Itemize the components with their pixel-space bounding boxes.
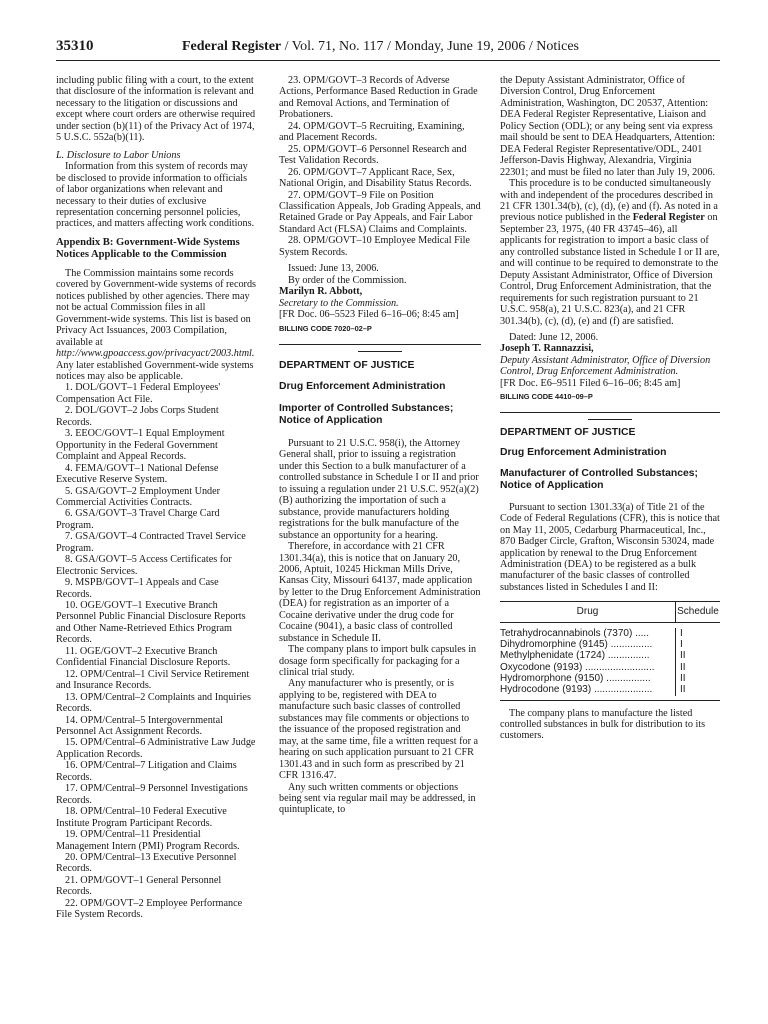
drug-cell: Hydromorphone (9150) ................ xyxy=(500,672,651,684)
section-divider xyxy=(500,412,720,413)
agency-heading: Drug Enforcement Administration xyxy=(500,447,667,459)
list-item: 27. OPM/GOVT–9 File on Position Classification Appeals, Job Grading Appeals, and Retained Grade or Pay Appeals, and Fair Labor Standard Act (FLSA) Claims and Complaints. xyxy=(279,189,481,235)
schedule-cell: II xyxy=(676,662,721,673)
list-item: 22. OPM/GOVT–2 Employee Performance File System Records. xyxy=(56,897,243,921)
list-item: 23. OPM/GOVT–3 Records of Adverse Actions, Performance Based Reduction in Grade and Removal Actions, and Termination of Probationers. xyxy=(279,75,478,121)
table-row xyxy=(500,684,720,695)
paragraph: Therefore, in accordance with 21 CFR 1301.34(a), this is notice that on January 20, 2006, Aptuit, 10245 Hickman Mills Drive, Kansas City, Missouri 64137, made application by letter to the Drug Enforcement Administration (DEA) for registration as an importer of a Cocaine derivative under the drug code for Cocaine (9041), a basic class of controlled substance in Schedule II. xyxy=(279,541,481,644)
page-header xyxy=(56,38,720,61)
list-item: 7. GSA/GOVT–4 Contracted Travel Service Program. xyxy=(56,531,246,554)
signer-name: Marilyn R. Abbott, xyxy=(279,286,363,298)
issue-details: / Vol. 71, No. 117 / Monday, June 19, 2006 / Notices xyxy=(281,39,580,54)
table-header-row xyxy=(500,602,720,622)
section-heading: L. Disclosure to Labor Unions xyxy=(56,149,181,161)
column-1 xyxy=(56,75,256,921)
paragraph: The company plans to import bulk capsules in dosage form specifically for packaging for a clinical trial study. xyxy=(279,644,477,679)
paragraph: Any such written comments or objections being sent via regular mail may be addressed, in quintuplicate, to xyxy=(279,781,476,816)
list-item: 24. OPM/GOVT–5 Recruiting, Examining, and Placement Records. xyxy=(279,120,465,144)
schedule-cell: II xyxy=(676,650,721,661)
table-row xyxy=(500,662,720,673)
column-2 xyxy=(279,75,481,816)
list-item: 26. OPM/GOVT–7 Applicant Race, Sex, National Origin, and Disability Status Records. xyxy=(279,166,472,190)
drug-column-header: Drug xyxy=(500,602,676,622)
appendix-heading: Appendix B: Government-Wide Systems Notices Applicable to the Commission xyxy=(56,236,240,261)
list-item: 1. DOL/GOVT–1 Federal Employees' Compensation Act File. xyxy=(56,382,221,405)
list-item: 3. EEOC/GOVT–1 Equal Employment Opportunity in the Federal Government Complaint and Appeal Records. xyxy=(56,428,225,463)
schedule-cell: II xyxy=(676,684,721,695)
publication-name: Federal Register xyxy=(182,39,282,54)
list-item: 18. OPM/Central–10 Federal Executive Institute Program Participant Records. xyxy=(56,806,227,829)
table-row xyxy=(500,639,720,650)
signer-title: Deputy Assistant Administrator, Office of Diversion Control, Drug Enforcement Administration. xyxy=(500,354,711,378)
list-item: 6. GSA/GOVT–3 Travel Charge Card Program. xyxy=(56,508,220,531)
list-item: 11. OGE/GOVT–2 Executive Branch Confidential Financial Disclosure Reports. xyxy=(56,645,231,669)
column-3 xyxy=(500,75,720,742)
page-number: 35310 xyxy=(56,38,94,54)
short-divider xyxy=(358,351,402,352)
signer-title: Secretary to the Commission. xyxy=(279,297,399,309)
department-heading: DEPARTMENT OF JUSTICE xyxy=(279,359,415,371)
notice-title: Manufacturer of Controlled Substances; Notice of Application xyxy=(500,467,699,492)
list-item: 21. OPM/GOVT–1 General Personnel Records. xyxy=(56,874,222,898)
paragraph: Pursuant to section 1301.33(a) of Title 21 of the Code of Federal Regulations (CFR), this is notice that on May 11, 2005, Cedarburg Pharmaceutical, Inc., 870 Badger Circle, Grafton, Wisconsin 53024, made application by renewal to the Drug Enforcement Administration (DEA) to be registered as a bulk manufacturer of the basic classes of controlled substances listed in Schedules I and II: xyxy=(500,501,720,593)
notice-title: Importer of Controlled Substances; Notice of Application xyxy=(279,402,454,427)
list-item: 19. OPM/Central–11 Presidential Management Intern (PMI) Program Records. xyxy=(56,829,240,852)
fr-doc-line: [FR Doc. E6–9511 Filed 6–16–06; 8:45 am] xyxy=(500,377,681,389)
list-item: 8. GSA/GOVT–5 Access Certificates for Electronic Services. xyxy=(56,554,232,577)
drug-cell: Dihydromorphine (9145) ............... xyxy=(500,639,653,651)
drug-cell: Tetrahydrocannabinols (7370) ..... xyxy=(500,627,649,639)
schedule-cell: I xyxy=(676,628,721,639)
by-order: By order of the Commission. xyxy=(288,274,407,286)
federal-register-ref: Federal Register xyxy=(632,212,705,224)
list-item: 2. DOL/GOVT–2 Jobs Corps Student Records. xyxy=(56,405,219,428)
table-row xyxy=(500,673,720,684)
list-item: 25. OPM/GOVT–6 Personnel Research and Test Validation Records. xyxy=(279,143,467,167)
drug-schedule-table xyxy=(500,601,720,700)
list-item: 20. OPM/Central–13 Executive Personnel Records. xyxy=(56,852,237,875)
list-item: 12. OPM/Central–1 Civil Service Retirement and Insurance Records. xyxy=(56,668,250,692)
list-item: 28. OPM/GOVT–10 Employee Medical File System Records. xyxy=(279,235,470,258)
list-item: 9. MSPB/GOVT–1 Appeals and Case Records. xyxy=(56,577,219,600)
paragraph: The company plans to manufacture the listed controlled substances in bulk for distribution to its customers. xyxy=(500,707,706,742)
table-row xyxy=(500,628,720,639)
schedule-column-header: Schedule xyxy=(676,602,721,622)
paragraph xyxy=(56,268,256,383)
paragraph: Any manufacturer who is presently, or is applying to be, registered with DEA to manufacture such basic classes of controlled substances may file comments or objections to the issuance of the proposed registration and may, at the same time, file a written request for a hearing on such application pursuant to 21 CFR 1301.43 and in such form as prescribed by 21 CFR 1316.47. xyxy=(279,678,479,782)
drug-cell: Methylphenidate (1724) ............... xyxy=(500,650,650,662)
signer-name: Joseph T. Rannazzisi, xyxy=(500,343,594,355)
list-item: 5. GSA/GOVT–2 Employment Under Commercial Activities Contracts. xyxy=(56,485,221,508)
table-row xyxy=(500,650,720,661)
appendix-url-link[interactable]: http://www.gpoaccess.gov/privacyact/2003.html. xyxy=(56,348,255,360)
appendix-text: The Commission maintains some records covered by Government-wide systems of records notices published by other agencies. There may not be actual Commission files in all Government-wide systems. This list is based on Privacy Act Issuances, 2003 Compilation, available at xyxy=(56,267,257,348)
list-item: 4. FEMA/GOVT–1 National Defense Executive Reserve System. xyxy=(56,462,219,486)
appendix-text-continued: Any later established Government-wide systems notices may also be applicable. xyxy=(56,359,254,382)
list-item: 17. OPM/Central–9 Personnel Investigations Records. xyxy=(56,783,248,806)
list-item: 10. OGE/GOVT–1 Executive Branch Personnel Public Financial Disclosure Reports and Other Name-Retrieved Ethics Program Records. xyxy=(56,600,246,646)
billing-code: BILLING CODE 4410–09–P xyxy=(500,392,593,402)
fr-doc-line: [FR Doc. 06–5523 Filed 6–16–06; 8:45 am] xyxy=(279,309,459,321)
paragraph: including public filing with a court, to the extent that disclosure of the information is relevant and necessary to the litigation or discussions and except where court orders are otherwise required under section (b)(11) of the Privacy Act of 1974, 5 U.S.C. 552a(b)(11). xyxy=(56,75,256,144)
paragraph xyxy=(500,178,720,327)
billing-code: BILLING CODE 7020–02–P xyxy=(279,323,372,333)
schedule-cell: II xyxy=(676,673,721,684)
paragraph-text-continued: on September 23, 1975, (40 FR 43745–46), all applicants for registration to import a basic class of any controlled substance listed in Schedule I or II are, and will continue to be required to demonstrate to the Deputy Assistant Administrator, Office of Diversion Control, Drug Enforcement Administration, that the requirements for such registration pursuant to 21 U.S.C. 958(a), 21 U.S.C. 823(a), and 21 CFR 301.34(b), (c), (d), (e) and (f) are satisfied. xyxy=(500,212,720,327)
department-heading: DEPARTMENT OF JUSTICE xyxy=(500,426,636,438)
short-divider xyxy=(588,419,632,420)
paragraph: Information from this system of records may be disclosed to provide information to officials of labor organizations when relevant and necessary to their duties of exclusive representation concerning personnel policies, practices, and matters affecting work conditions. xyxy=(56,161,255,230)
list-item: 16. OPM/Central–7 Litigation and Claims Records. xyxy=(56,760,237,783)
paragraph: Pursuant to 21 U.S.C. 958(i), the Attorney General shall, prior to issuing a registration under this Section to a bulk manufacturer of a controlled substance in Schedule I or II and prior to issuing a regulation under 21 U.S.C. 952(a)(2)(B) authorizing the importation of such a substance, provide manufacturers holding registrations for the bulk manufacture of the substance an opportunity for a hearing. xyxy=(279,437,479,541)
paragraph-text: This procedure is to be conducted simultaneously with and independent of the procedures described in 21 CFR 1301.34(b), (c), (d), (e) and (f). As noted in a previous notice published in the xyxy=(500,178,718,224)
list-item: 13. OPM/Central–2 Complaints and Inquiries Records. xyxy=(56,691,251,715)
header-citation xyxy=(182,39,579,55)
schedule-cell: I xyxy=(676,639,721,650)
drug-cell: Hydrocodone (9193) ..................... xyxy=(500,684,653,696)
issued-date: Issued: June 13, 2006. xyxy=(288,263,379,275)
agency-heading: Drug Enforcement Administration xyxy=(279,381,446,393)
dated-line: Dated: June 12, 2006. xyxy=(509,331,599,343)
drug-cell: Oxycodone (9193) ......................... xyxy=(500,661,655,673)
list-item: 15. OPM/Central–6 Administrative Law Judge Application Records. xyxy=(56,737,256,760)
section-divider xyxy=(279,344,481,345)
list-item: 14. OPM/Central–5 Intergovernmental Personnel Act Assignment Records. xyxy=(56,714,223,738)
paragraph: the Deputy Assistant Administrator, Office of Diversion Control, Drug Enforcement Administration, Washington, DC 20537, Attention: DEA Federal Register Representative, Liaison and Policy Section (ODL); or any being sent via express mail should be sent to DEA Headquarters, Attention: DEA Federal Register Representative/ODL, 2401 Jefferson-Davis Highway, Alexandria, Virginia 22301; and must be filed no later than July 19, 2006. xyxy=(500,75,716,178)
